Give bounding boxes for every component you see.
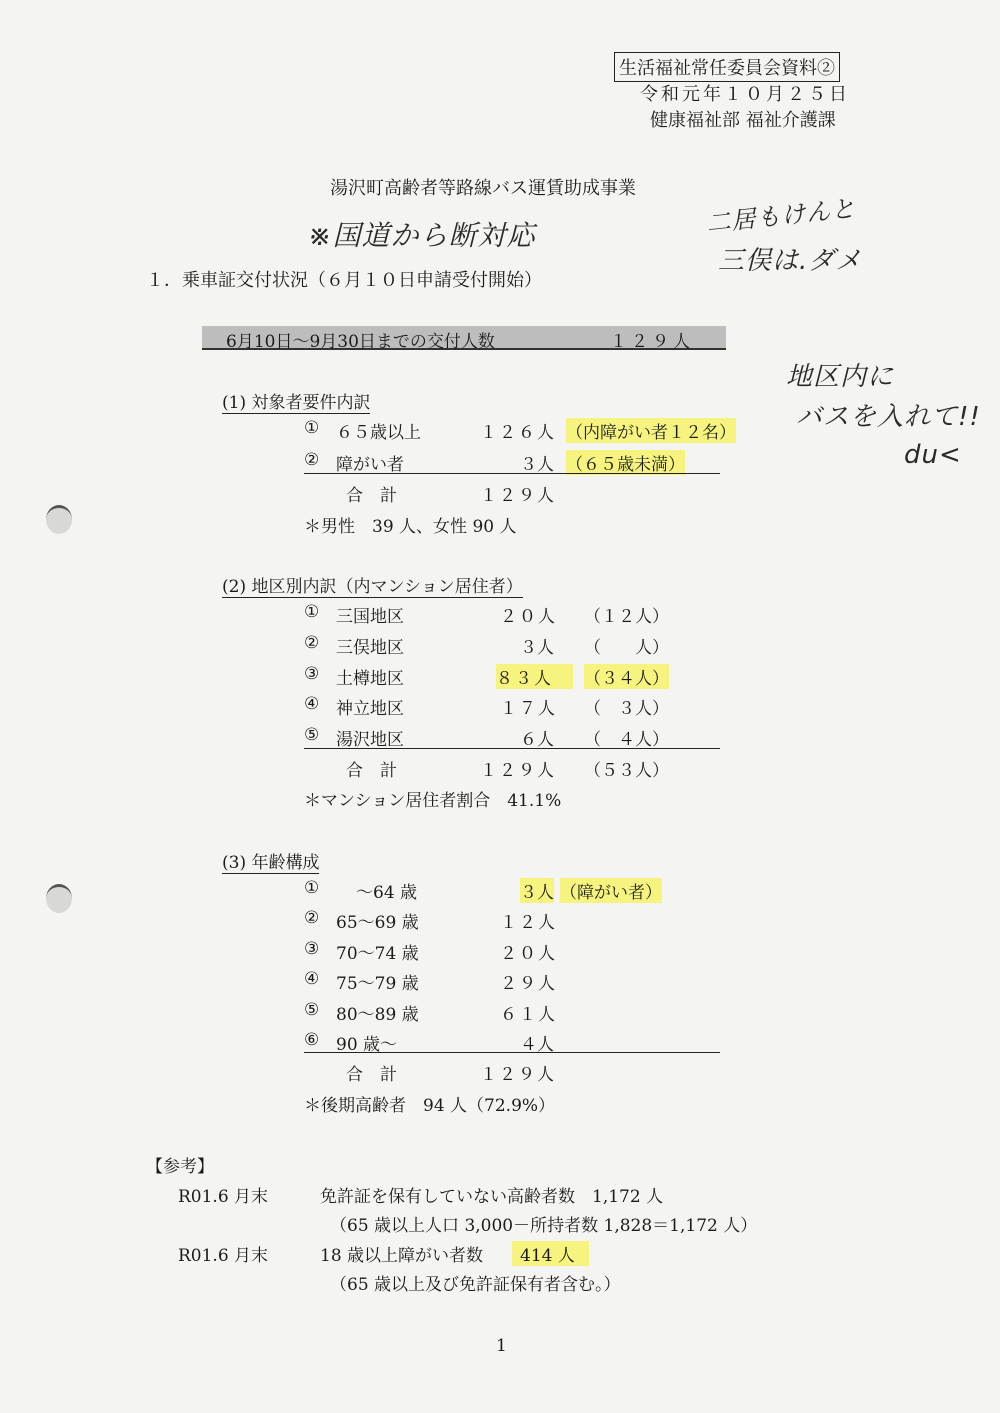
- punch-hole-top: [46, 505, 72, 534]
- sub3-total-value: １２９人: [480, 1065, 556, 1085]
- sub1-row-num: ②: [304, 450, 320, 470]
- sub2-row-count: ２０人: [500, 607, 557, 627]
- sub2-total-rule: [304, 748, 720, 749]
- sub2-row-num: ②: [304, 633, 320, 653]
- sub2-total-value: １２９人: [480, 761, 556, 781]
- sub3-footnote: ＊後期高齢者 94 人（72.9%）: [304, 1096, 556, 1116]
- reference-text: 免許証を保有していない高齢者数 1,172 人: [320, 1187, 664, 1207]
- sub2-row-label: 湯沢地区: [336, 730, 404, 750]
- sub2-row-num: ④: [304, 694, 320, 714]
- sub2-row-count: ８３人: [496, 664, 573, 689]
- sub3-row-label: 75～79 歳: [336, 974, 419, 994]
- sub2-row-note: （１２人）: [584, 607, 669, 627]
- sub1-row-note: （６５歳未満）: [566, 450, 685, 475]
- sub2-total-label: 合 計: [346, 761, 397, 781]
- doc-label: 生活福祉常任委員会資料②: [614, 52, 840, 82]
- sub3-row-label: ～64 歳: [356, 883, 418, 903]
- sub2-row-label: 三国地区: [336, 607, 404, 627]
- sub2-row-num: ①: [304, 602, 320, 622]
- banner-value: １２９人: [610, 332, 694, 352]
- banner-label: 6月10日～9月30日までの交付人数: [226, 332, 495, 352]
- sub2-row-label: 三俣地区: [336, 638, 404, 658]
- punch-hole-bottom: [46, 884, 72, 913]
- sub3-row-num: ②: [304, 908, 320, 928]
- sub1-row-label: ６５歳以上: [336, 423, 421, 443]
- sub3-row-num: ①: [304, 878, 320, 898]
- reference-subtext: （65 歳以上人口 3,000－所持者数 1,828＝1,172 人）: [330, 1216, 758, 1236]
- sub3-row-count: ４人: [520, 1035, 554, 1055]
- sub2-row-note: （ 人）: [584, 638, 669, 658]
- sub1-row-note: （内障がい者１２名）: [566, 418, 736, 443]
- sub2-row-note: （ ４人）: [584, 730, 669, 750]
- sub2-row-note: （ ３人）: [584, 699, 669, 719]
- sub1-row-num: ①: [304, 418, 320, 438]
- sub2-row-label: 神立地区: [336, 699, 404, 719]
- handwritten-note-1: ※国道から断対応: [308, 219, 536, 252]
- sub2-row-count: １７人: [500, 699, 557, 719]
- doc-date: 令和元年１０月２５日: [640, 84, 850, 105]
- sub1-row-label: 障がい者: [336, 455, 404, 475]
- sub3-row-num: ⑤: [304, 1000, 320, 1020]
- sub1-total-rule: [304, 473, 720, 474]
- sub2-heading: (2) 地区別内訳（内マンション居住者）: [222, 572, 523, 598]
- sub3-row-label: 70～74 歳: [336, 944, 419, 964]
- reference-text: 18 歳以上障がい者数: [320, 1246, 484, 1266]
- handwritten-note-3a: 地区内に: [786, 362, 895, 392]
- sub2-row-count: ６人: [520, 730, 554, 750]
- handwritten-note-3b: バスを入れて!!: [796, 402, 981, 432]
- reference-value: 414 人: [512, 1241, 589, 1266]
- page-number: 1: [496, 1336, 507, 1356]
- sub3-row-count: １２人: [500, 913, 557, 933]
- section-1-heading: １．乗車証交付状況（６月１０日申請受付開始）: [146, 270, 542, 291]
- reference-period: R01.6 月末: [178, 1187, 269, 1207]
- sub1-total-value: １２９人: [480, 486, 556, 506]
- sub3-row-label: 90 歳～: [336, 1035, 398, 1055]
- sub1-heading: (1) 対象者要件内訳: [222, 388, 370, 414]
- sub3-row-note: （障がい者）: [560, 878, 662, 903]
- handwritten-note-3c: du<: [904, 440, 962, 470]
- handwritten-note-2b: 三俣は.ダメ: [718, 246, 863, 276]
- sub3-row-num: ⑥: [304, 1030, 320, 1050]
- sub3-row-count: ２０人: [500, 944, 557, 964]
- sub3-total-label: 合 計: [346, 1065, 397, 1085]
- sub2-row-num: ⑤: [304, 725, 320, 745]
- sub3-row-label: 80～89 歳: [336, 1005, 419, 1025]
- sub2-row-label: 土樽地区: [336, 669, 404, 689]
- sub3-row-num: ③: [304, 939, 320, 959]
- sub2-row-num: ③: [304, 664, 320, 684]
- sub2-total-note: （５３人）: [584, 761, 669, 781]
- sub2-footnote: ＊マンション居住者割合 41.1%: [304, 791, 562, 811]
- reference-heading: 【参考】: [146, 1157, 214, 1177]
- sub3-row-count: ３人: [520, 878, 554, 903]
- sub1-row-count: ３人: [520, 455, 554, 475]
- sub3-row-num: ④: [304, 969, 320, 989]
- sub1-footnote: ＊男性 39 人、女性 90 人: [304, 517, 517, 537]
- sub3-row-count: ６１人: [500, 1005, 557, 1025]
- sub3-total-rule: [304, 1052, 720, 1053]
- sub2-row-note: （３４人）: [584, 664, 669, 689]
- reference-subtext: （65 歳以上及び免許証保有者含む。）: [330, 1275, 621, 1295]
- handwritten-note-2a: 二居もけんと: [705, 194, 858, 238]
- sub3-row-count: ２９人: [500, 974, 557, 994]
- reference-period: R01.6 月末: [178, 1246, 269, 1266]
- sub1-row-count: １２６人: [480, 423, 556, 443]
- department: 健康福祉部 福祉介護課: [650, 110, 836, 131]
- sub3-heading: (3) 年齢構成: [222, 848, 319, 874]
- page-title: 湯沢町高齢者等路線バス運賃助成事業: [330, 178, 636, 199]
- sub3-row-label: 65～69 歳: [336, 913, 419, 933]
- sub2-row-count: ３人: [520, 638, 554, 658]
- sub1-total-label: 合 計: [346, 486, 397, 506]
